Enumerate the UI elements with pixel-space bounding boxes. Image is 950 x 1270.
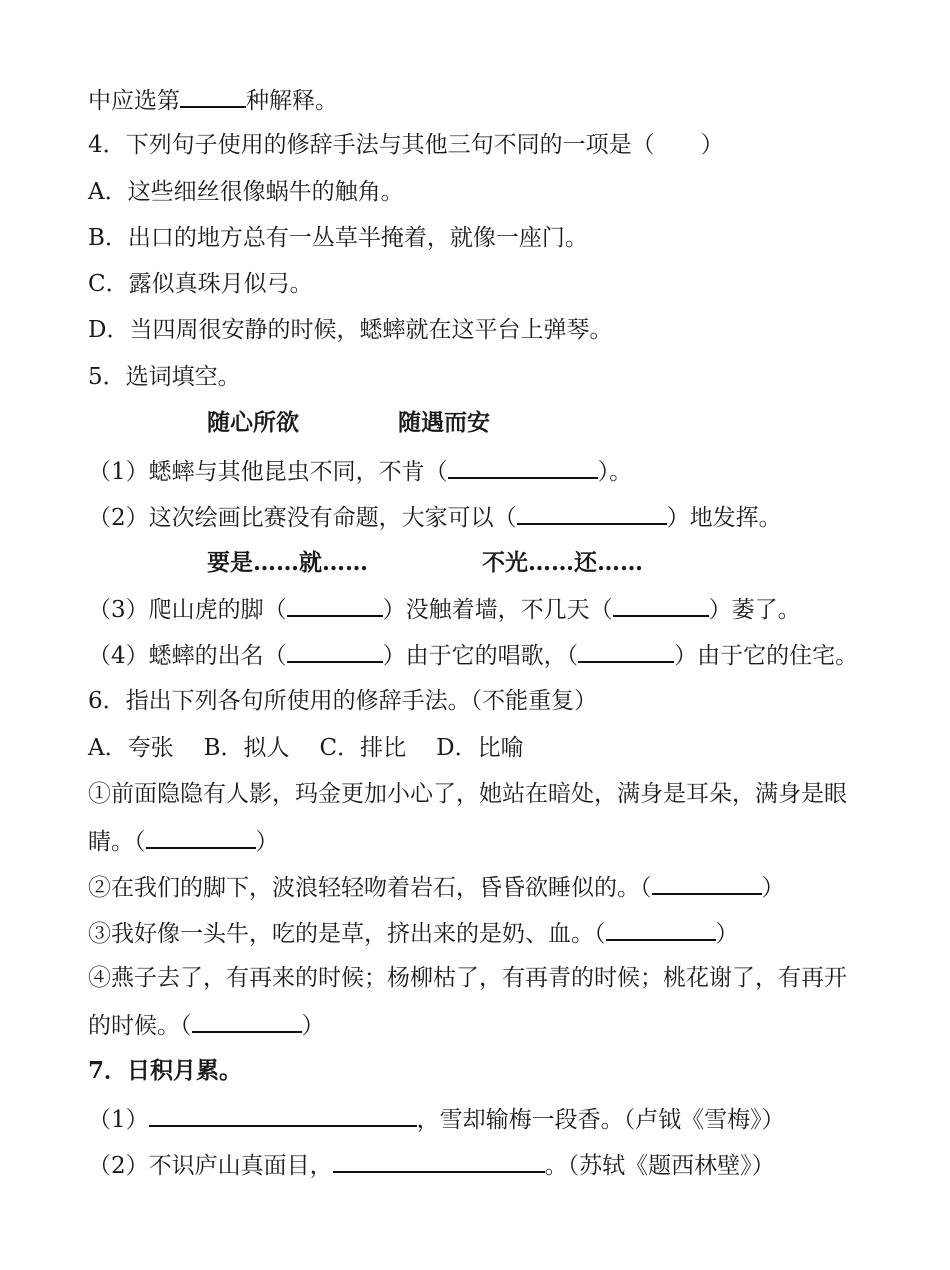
- close-paren: ）: [301, 1013, 325, 1039]
- q6-i3-text: ③我好像一头牛，吃的是草，挤出来的是奶、血。（: [88, 921, 606, 947]
- q3-text-before: 中应选第: [88, 88, 180, 114]
- word-choice-1: 随心所欲: [207, 409, 299, 436]
- answer-blank[interactable]: [517, 501, 667, 525]
- q6-i1-text: 睛。（: [88, 829, 146, 855]
- close-paren: ）: [761, 875, 785, 901]
- q4-option-d: D．当四周很安静的时候，蟋蟀就在这平台上弹琴。: [88, 317, 613, 343]
- q4-option-b: B．出口的地方总有一丛草半掩着，就像一座门。: [88, 225, 588, 251]
- q7-sentence-1: [88, 1103, 785, 1135]
- answer-blank[interactable]: [180, 84, 246, 108]
- question-7-title: 7．日积月累。: [88, 1057, 243, 1084]
- q6-choice-c: C．排比: [319, 735, 407, 761]
- q5-s3-text-a: （3）爬山虎的脚（: [88, 597, 287, 623]
- q5-s2-text-b: ）地发挥。: [666, 505, 782, 531]
- q6-choices: [88, 733, 524, 763]
- question-5-title: 5．选词填空。: [88, 364, 241, 390]
- q6-item-4-line-1: ④燕子去了，有再来的时候；杨柳枯了，有再青的时候；桃花谢了，有再开: [88, 965, 847, 991]
- q5-sentence-1: [88, 455, 632, 487]
- q5-s3-text-b: ）没触着墙，不几天（: [382, 597, 613, 623]
- q7-s1-text-b: ，雪却输梅一段香。（卢钺《雪梅》）: [416, 1107, 785, 1133]
- answer-blank[interactable]: [287, 639, 383, 663]
- q4-option-a: A．这些细丝很像蜗牛的触角。: [88, 179, 404, 205]
- answer-blank[interactable]: [652, 871, 762, 895]
- conjunction-choice-1: 要是……就……: [207, 549, 368, 576]
- q6-item-1-line-2: [88, 825, 279, 857]
- q6-i2-text: ②在我们的脚下，波浪轻轻吻着岩石，昏昏欲睡似的。（: [88, 875, 652, 901]
- q6-choice-a: A．夸张: [88, 735, 174, 761]
- q7-s1-text-a: （1）: [88, 1107, 149, 1133]
- q5-s1-text-b: ）。: [597, 459, 633, 485]
- question-3-tail: [88, 84, 338, 116]
- answer-blank[interactable]: [448, 455, 598, 479]
- q6-item-3: [88, 917, 739, 949]
- answer-blank[interactable]: [287, 593, 383, 617]
- q6-i4-text: 的时候。（: [88, 1013, 192, 1039]
- q5-s2-text-a: （2）这次绘画比赛没有命题，大家可以（: [88, 505, 517, 531]
- answer-blank[interactable]: [578, 639, 674, 663]
- question-6-title: 6．指出下列各句所使用的修辞手法。（不能重复）: [88, 688, 598, 714]
- q5-sentence-2: [88, 501, 782, 533]
- q5-s4-text-c: ）由于它的住宅。: [674, 643, 859, 669]
- close-paren: ）: [715, 921, 739, 947]
- q4-option-c: C．露似真珠月似弓。: [88, 271, 313, 297]
- q5-s1-text-a: （1）蟋蟀与其他昆虫不同，不肯（: [88, 459, 448, 485]
- q7-s2-text-a: （2）不识庐山真面目，: [88, 1153, 333, 1179]
- q6-choice-b: B．拟人: [203, 735, 290, 761]
- conjunction-choice-2: 不光……还……: [482, 549, 643, 576]
- q3-text-after: 种解释。: [246, 88, 338, 114]
- close-paren: ）: [255, 829, 279, 855]
- word-choice-2: 随遇而安: [398, 409, 490, 436]
- q6-choice-d: D．比喻: [436, 735, 524, 761]
- answer-blank[interactable]: [333, 1149, 545, 1173]
- q5-s3-text-c: ）萎了。: [708, 597, 801, 623]
- answer-blank[interactable]: [149, 1103, 417, 1127]
- q7-sentence-2: [88, 1149, 775, 1181]
- answer-blank[interactable]: [613, 593, 709, 617]
- answer-blank[interactable]: [606, 917, 716, 941]
- q5-sentence-4: [88, 639, 858, 671]
- answer-blank[interactable]: [146, 825, 256, 849]
- q6-item-4-line-2: [88, 1009, 325, 1041]
- q5-sentence-3: [88, 593, 801, 625]
- q7-s2-text-b: 。（苏轼《题西林壁》）: [544, 1153, 775, 1179]
- q6-item-1-line-1: ①前面隐隐有人影，玛金更加小心了，她站在暗处，满身是耳朵，满身是眼: [88, 781, 847, 807]
- q5-s4-text-b: ）由于它的唱歌，（: [382, 643, 579, 669]
- q6-item-2: [88, 871, 785, 903]
- question-4-title: 4．下列句子使用的修辞手法与其他三句不同的一项是（ ）: [88, 132, 724, 158]
- q5-s4-text-a: （4）蟋蟀的出名（: [88, 643, 287, 669]
- answer-blank[interactable]: [192, 1009, 302, 1033]
